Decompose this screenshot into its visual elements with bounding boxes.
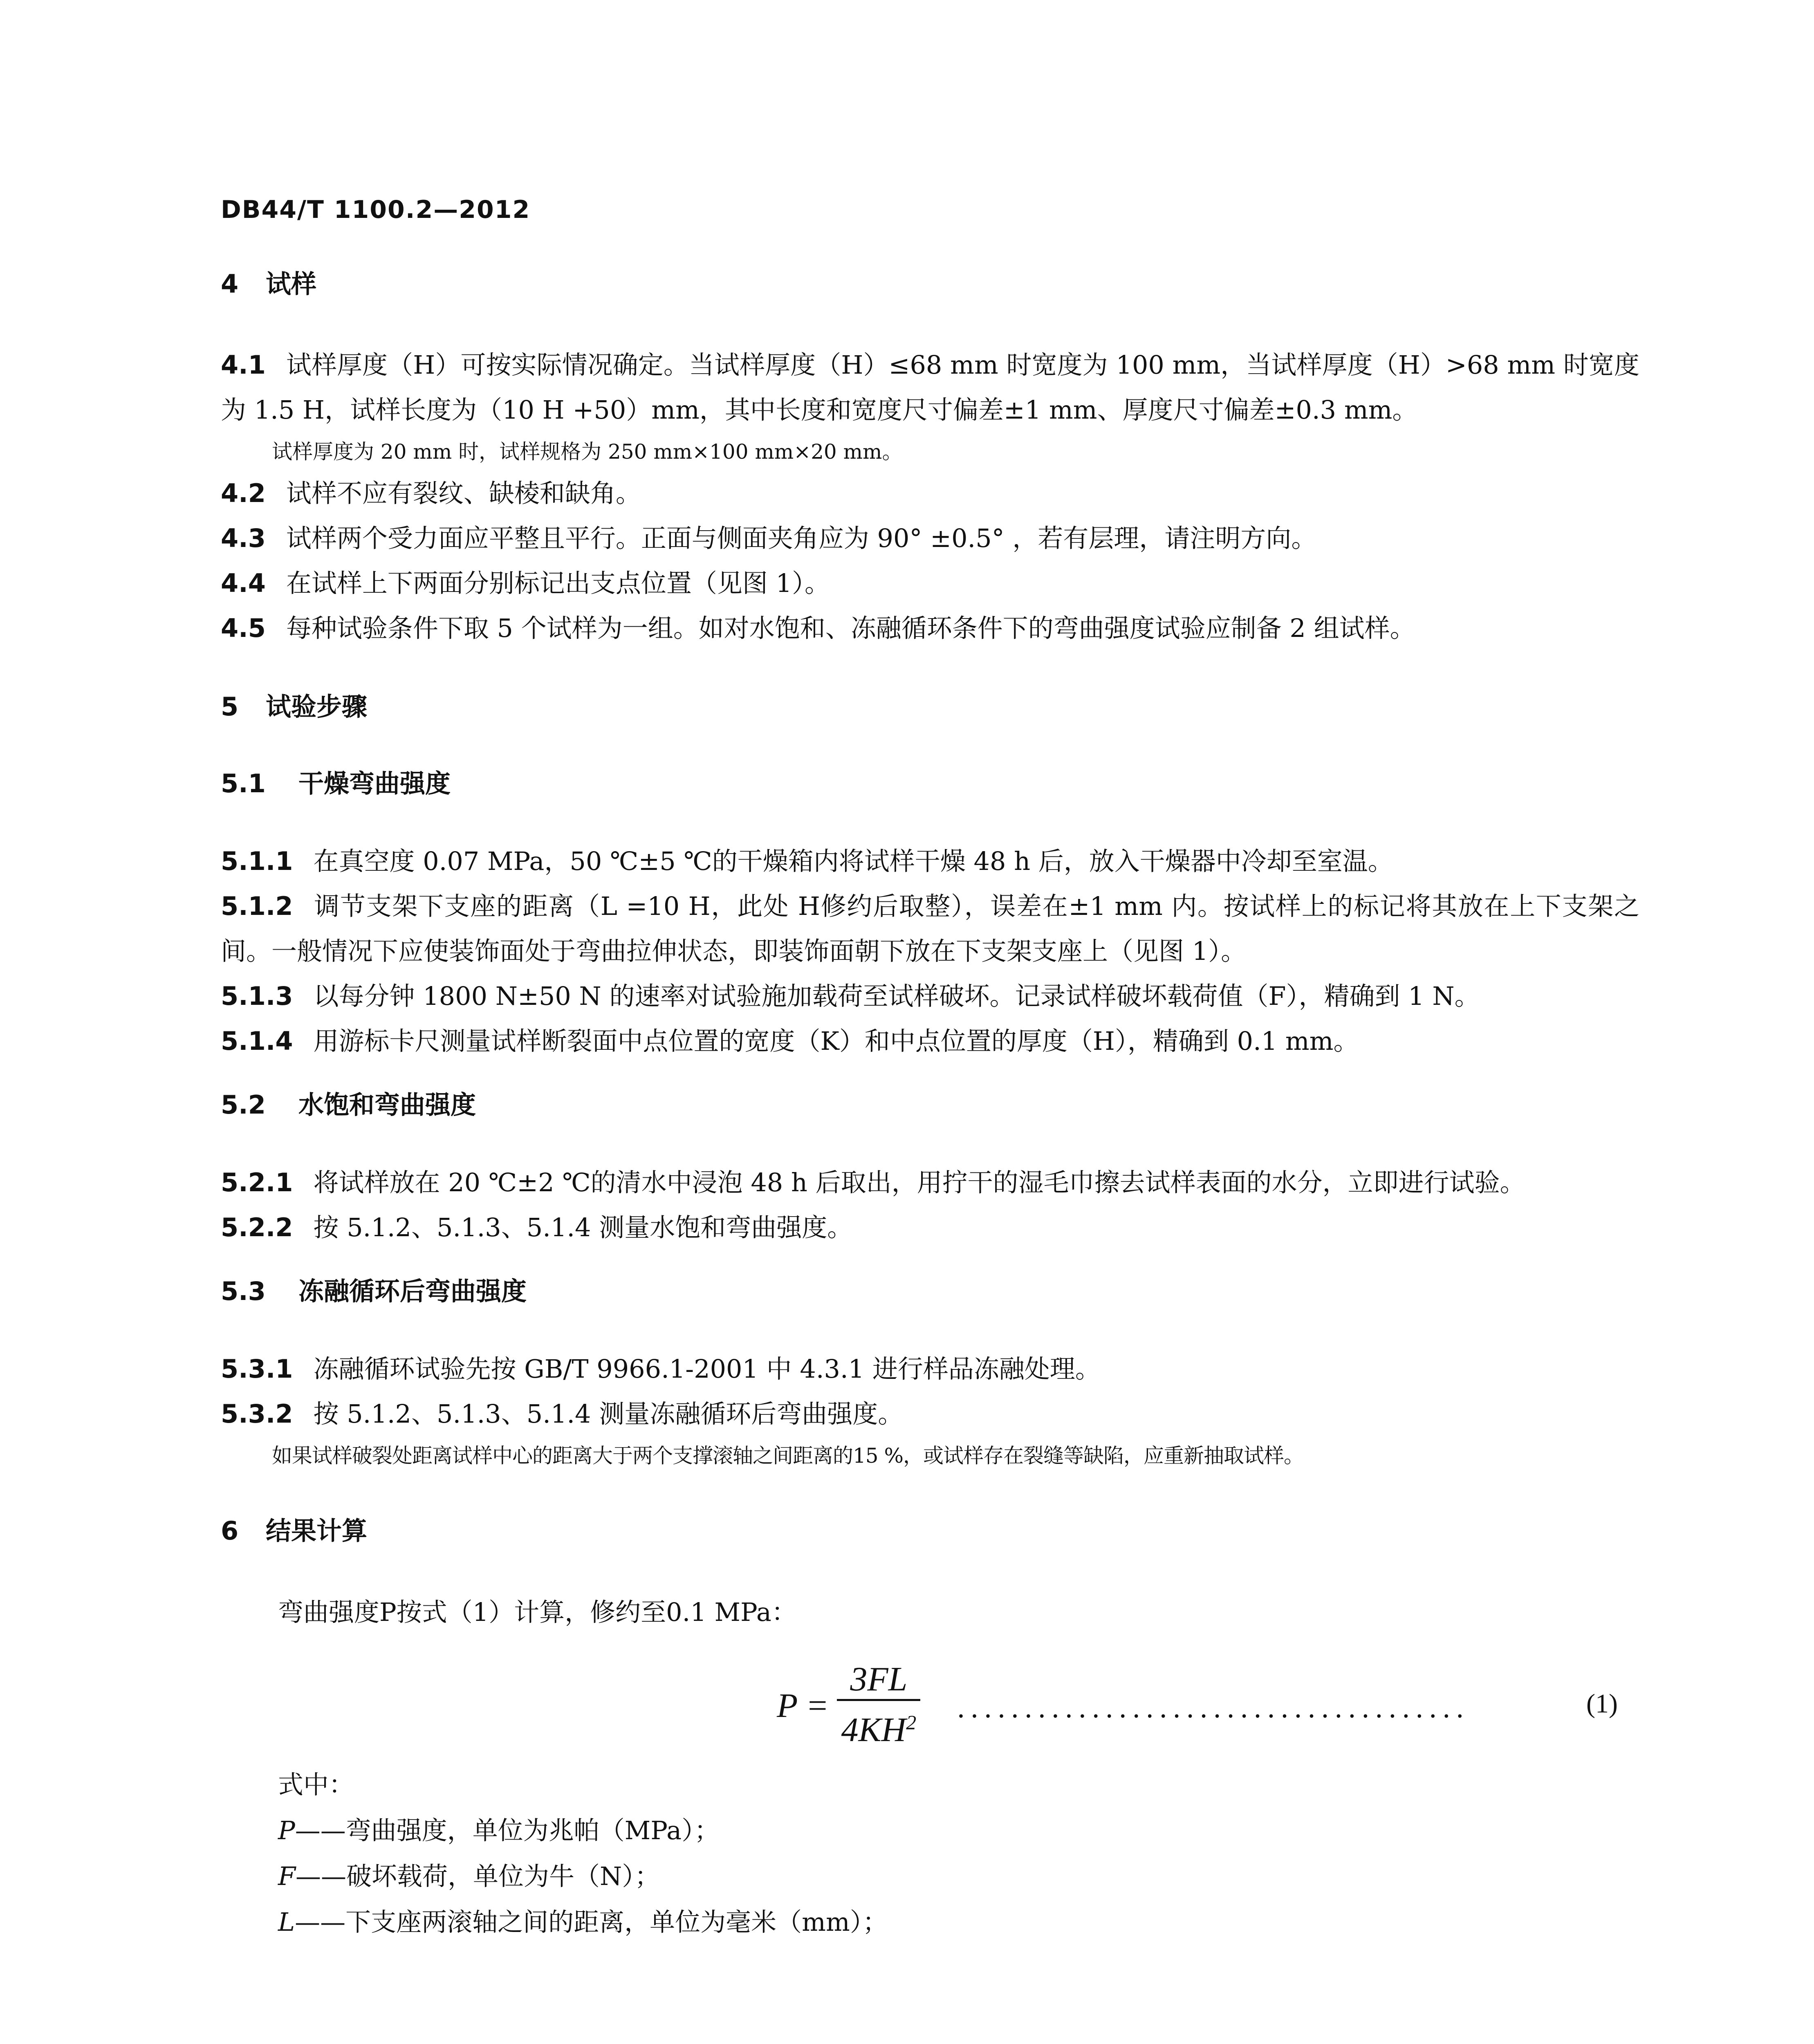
symbol: P (278, 1815, 295, 1845)
subsection-number: 5.1 (221, 769, 266, 798)
clause-4-2 (221, 471, 1639, 516)
clause-5-2-1 (221, 1160, 1639, 1205)
clause-text: 按 5.1.2、5.1.3、5.1.4 测量冻融循环后弯曲强度。 (313, 1399, 904, 1429)
subsection-5-3-heading (221, 1273, 1639, 1310)
clause-5-3-note: 如果试样破裂处距离试样中心的距离大于两个支撑滚轴之间距离的15 %，或试样存在裂缝等缺陷，应重新抽取试样。 (272, 1444, 1304, 1468)
symbol: F (278, 1861, 296, 1891)
clause-text: 按 5.1.2、5.1.3、5.1.4 测量水饱和弯曲强度。 (313, 1213, 853, 1242)
clause-number: 5.2.1 (221, 1168, 293, 1197)
clause-number: 5.1.1 (221, 846, 293, 876)
clause-5-3-1 (221, 1347, 1639, 1392)
clause-number: 5.2.2 (221, 1213, 293, 1242)
formula-intro: 弯曲强度P按式（1）计算，修约至0.1 MPa： (278, 1597, 797, 1627)
where-label: 式中： (278, 1770, 354, 1800)
denominator-base: 4KH (841, 1711, 906, 1749)
clause-text: 试样两个受力面应平整且平行。正面与侧面夹角应为 90° ±0.5° ，若有层理，请注明方向。 (286, 523, 1317, 553)
section-number: 4 (221, 269, 239, 299)
clause-text: 每种试验条件下取 5 个试样为一组。如对水饱和、冻融循环条件下的弯曲强度试验应制备 2 组试样。 (286, 613, 1415, 643)
document-code: DB44/T 1100.2—2012 (221, 195, 531, 224)
formula-denominator (837, 1701, 920, 1751)
section-title: 结果计算 (266, 1516, 368, 1546)
clause-5-1-3 (221, 974, 1639, 1019)
clause-4-5 (221, 606, 1639, 651)
clause-number: 5.1.2 (221, 891, 293, 921)
clause-4-4 (221, 561, 1639, 606)
section-title: 试样 (266, 269, 317, 299)
clause-5-3-2 (221, 1392, 1639, 1437)
clause-text: 在真空度 0.07 MPa，50 ℃±5 ℃的干燥箱内将试样干燥 48 h 后，放入干燥器中冷却至室温。 (313, 846, 1393, 876)
clause-5-1-2 (221, 884, 1639, 974)
formula-fraction (837, 1660, 920, 1751)
definition-p (221, 1808, 1639, 1853)
clause-5-1-1 (221, 839, 1639, 884)
clause-text: 用游标卡尺测量试样断裂面中点位置的宽度（K）和中点位置的厚度（H），精确到 0.1 mm。 (313, 1026, 1359, 1056)
denominator-exponent: 2 (906, 1711, 917, 1734)
section-number: 5 (221, 692, 239, 722)
definition-text: ——下支座两滚轴之间的距离，单位为毫米（mm）； (295, 1907, 888, 1937)
subsection-title: 水饱和弯曲强度 (298, 1090, 476, 1120)
subsection-title: 冻融循环后弯曲强度 (298, 1276, 527, 1306)
section-number: 6 (221, 1516, 239, 1546)
section-title: 试验步骤 (266, 692, 368, 722)
clause-text: 以每分钟 1800 N±50 N 的速率对试验施加载荷至试样破坏。记录试样破坏载荷值（F），精确到 1 N。 (313, 981, 1480, 1011)
clause-text: 在试样上下两面分别标记出支点位置（见图 1）。 (286, 568, 830, 598)
clause-4-1-note: 试样厚度为 20 mm 时，试样规格为 250 mm×100 mm×20 mm。 (272, 440, 903, 464)
definition-l (221, 1899, 1639, 1945)
clause-number: 4.2 (221, 478, 266, 508)
clause-text: 冻融循环试验先按 GB/T 9966.1-2001 中 4.3.1 进行样品冻融处理。 (313, 1354, 1101, 1384)
clause-5-2-2 (221, 1205, 1639, 1250)
subsection-5-2-heading (221, 1087, 1639, 1123)
section-4-heading (221, 266, 1639, 303)
definition-text: ——弯曲强度，单位为兆帕（MPa）； (295, 1815, 720, 1845)
clause-number: 5.3.1 (221, 1354, 293, 1384)
clause-text: 试样不应有裂纹、缺棱和缺角。 (286, 478, 641, 508)
section-6-heading (221, 1513, 1639, 1549)
clause-number: 4.3 (221, 523, 266, 553)
formula-numerator: 3FL (850, 1660, 908, 1698)
clause-5-1-4 (221, 1019, 1639, 1064)
clause-number: 5.1.3 (221, 981, 293, 1011)
clause-number: 5.3.2 (221, 1399, 293, 1429)
clause-4-1 (221, 343, 1639, 433)
formula-expression (777, 1660, 920, 1751)
section-5-heading (221, 688, 1639, 725)
subsection-number: 5.2 (221, 1090, 266, 1120)
clause-text: 试样厚度（H）可按实际情况确定。当试样厚度（H）≤68 mm 时宽度为 100 mm，当试样厚度（H）>68 mm 时宽度为 1.5 H，试样长度为（10 H +50）mm，其中长度和宽度尺寸偏差±1 mm、厚度尺寸偏差±0.3 mm。 (221, 350, 1639, 425)
clause-number: 5.1.4 (221, 1026, 293, 1056)
clause-text: 调节支架下支座的距离（L =10 H，此处 H修约后取整），误差在±1 mm 内。按试样上的标记将其放在上下支架之间。一般情况下应使装饰面处于弯曲拉伸状态，即装饰面朝下放在下支架支座上（见图 1）。 (221, 891, 1639, 966)
symbol: L (278, 1907, 295, 1937)
clause-number: 4.1 (221, 350, 266, 380)
clause-4-3 (221, 516, 1639, 561)
clause-number: 4.4 (221, 568, 266, 598)
definition-f (221, 1853, 1639, 1899)
clause-text: 将试样放在 20 ℃±2 ℃的清水中浸泡 48 h 后取出，用拧干的湿毛巾擦去试样表面的水分，立即进行试验。 (313, 1168, 1525, 1197)
subsection-5-1-heading (221, 765, 1639, 802)
definition-text: ——破坏载荷，单位为牛（N）； (296, 1861, 660, 1891)
formula-leader-dots: ...................................... (957, 1692, 1469, 1724)
formula-1 (221, 1643, 1639, 1762)
subsection-number: 5.3 (221, 1276, 266, 1306)
clause-number: 4.5 (221, 613, 266, 643)
document-body (221, 266, 1639, 1945)
subsection-title: 干燥弯曲强度 (298, 769, 451, 798)
formula-number: (1) (1586, 1689, 1618, 1719)
formula-lhs: P = (777, 1686, 829, 1725)
